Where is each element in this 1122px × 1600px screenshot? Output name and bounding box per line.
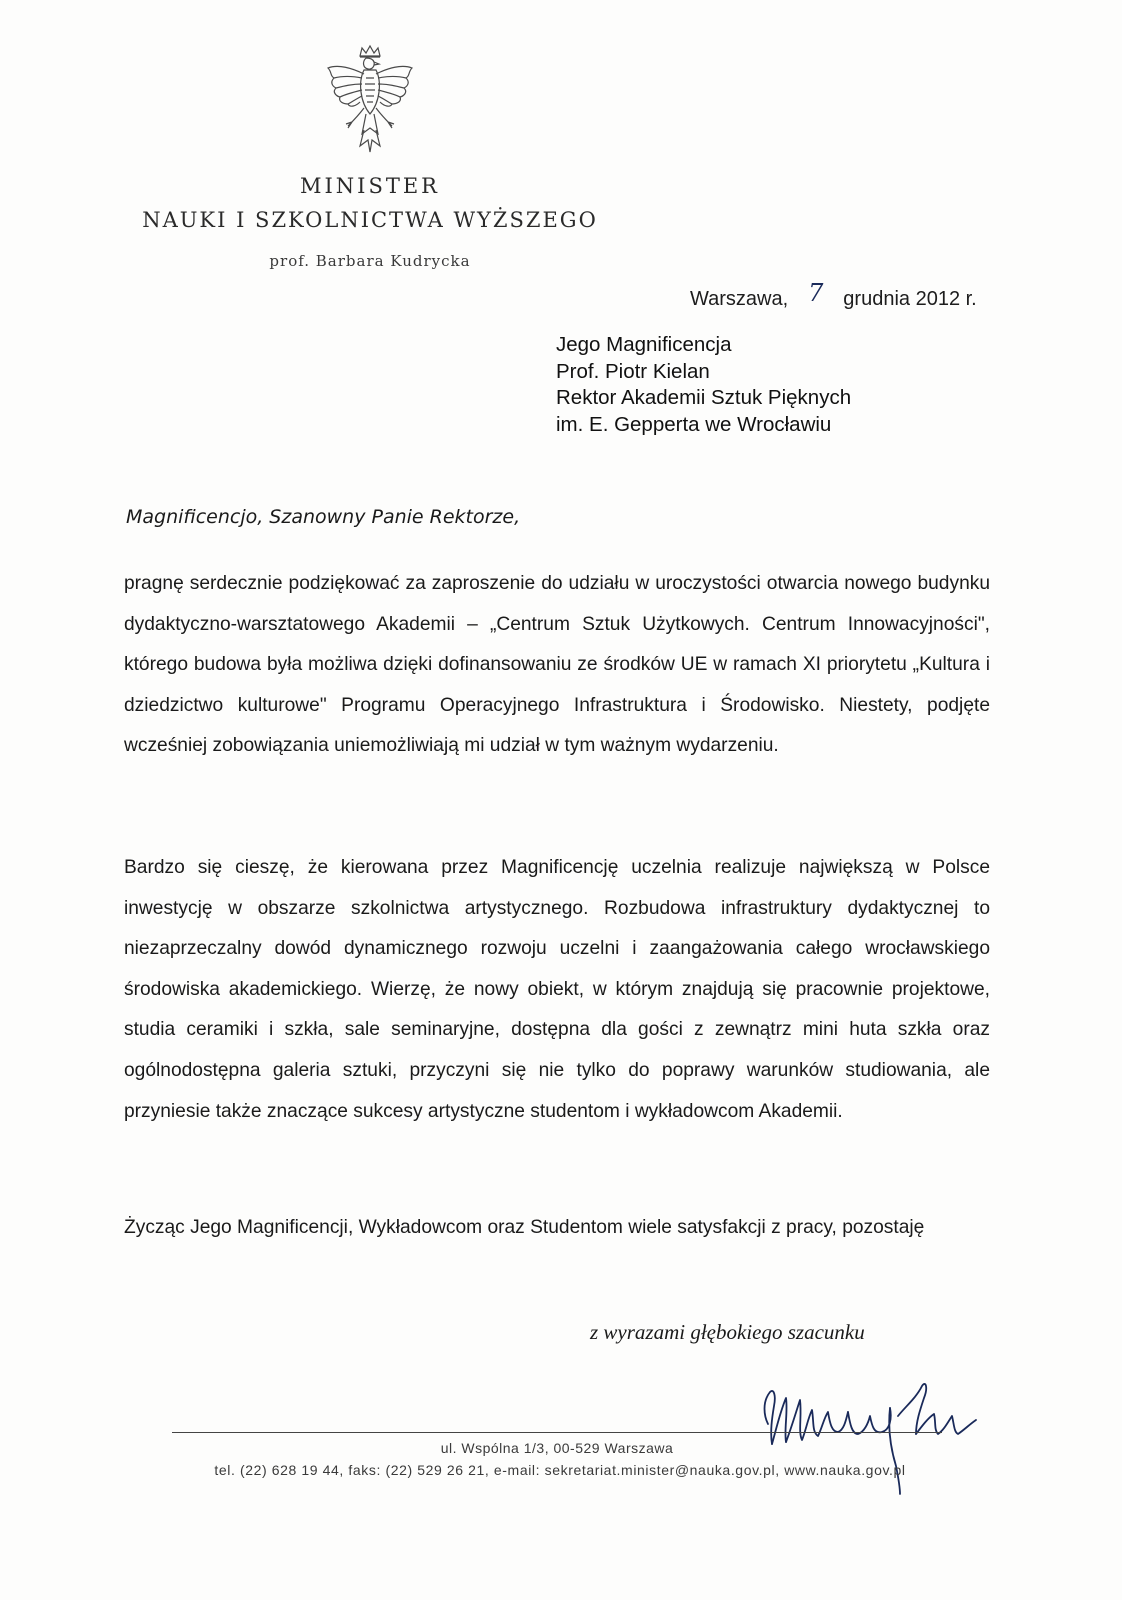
polish-eagle-emblem-icon	[322, 42, 418, 160]
date-month-year: grudnia 2012 r.	[843, 288, 977, 310]
date-day-handwritten: 7	[808, 279, 824, 307]
recipient-line: Jego Magnificencja	[556, 333, 732, 356]
salutation: Magnificencjo, Szanowny Panie Rektorze,	[126, 506, 521, 528]
footer-contact: tel. (22) 628 19 44, faks: (22) 529 26 21, e-mail: sekretariat.minister@nauka.gov.pl, www.nauka.gov.pl	[214, 1462, 906, 1478]
footer-divider	[172, 1432, 942, 1433]
ministry-name: NAUKI I SZKOLNICTWA WYŻSZEGO	[142, 208, 598, 232]
recipient-block	[556, 332, 851, 438]
recipient-line: im. E. Gepperta we Wrocławiu	[556, 412, 832, 436]
body-paragraph-1: pragnę serdecznie podziękować za zaproszenie do udziału w uroczystości otwarcia nowego budynku dydaktyczno-warsztatowego Akademii – „Centrum Sztuk Użytkowych. Centrum Innowacyjności", którego budowa była możliwa dzięki dofinansowaniu ze środków UE w ramach XI priorytetu „Kultura i dziedzictwo kulturowe" Programu Operacyjnego Infrastruktura i Środowisko. Niestety, podjęte wcześniej zobowiązania uniemożliwiają mi udział w tym ważnym wydarzeniu.	[124, 573, 990, 757]
footer-address: ul. Wspólna 1/3, 00-529 Warszawa	[440, 1440, 674, 1456]
recipient-line: Rektor Akademii Sztuk Pięknych	[556, 386, 852, 409]
minister-title: MINISTER	[299, 174, 440, 198]
body-paragraph-3: Życząc Jego Magnificencji, Wykładowcom oraz Studentom wiele satysfakcji z pracy, pozostaję	[124, 1217, 925, 1238]
date-line	[690, 279, 977, 311]
minister-name: prof. Barbara Kudrycka	[269, 252, 471, 270]
date-city: Warszawa,	[690, 288, 789, 310]
body-paragraph-2: Bardzo się cieszę, że kierowana przez Magnificencję uczelnia realizuje największą w Polsce inwestycję w obszarze szkolnictwa artystycznego. Rozbudowa infrastruktury dydaktycznej to niezaprzeczalny dowód dynamicznego rozwoju uczelni i zaangażowania całego wrocławskiego środowiska akademickiego. Wierzę, że nowy obiekt, w którym znajdują się pracownie projektowe, studia ceramiki i szkła, sale seminaryjne, dostępna dla gości z zewnątrz mini huta szkła oraz ogólnodostępna galeria sztuki, przyczyni się nie tylko do poprawy warunków studiowania, ale przyniesie także znaczące sukcesy artystyczne studentom i wykładowcom Akademii.	[124, 857, 990, 1122]
closing-phrase: z wyrazami głębokiego szacunku	[590, 1320, 865, 1344]
recipient-line: Prof. Piotr Kielan	[556, 359, 710, 383]
